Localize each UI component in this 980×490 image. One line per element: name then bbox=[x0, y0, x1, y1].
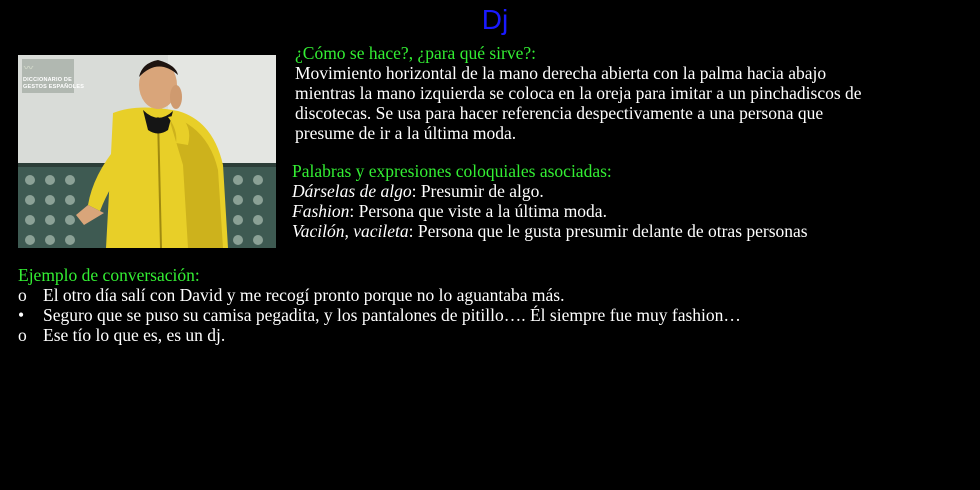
expression-term: Dárselas de algo bbox=[292, 181, 412, 201]
how-line: discotecas. Se usa para hacer referencia despectivamente a una persona que bbox=[295, 103, 824, 123]
logo-text-line1: DICCIONARIO DE bbox=[23, 77, 72, 83]
bullet-marker: o bbox=[18, 325, 27, 345]
logo-text bbox=[23, 77, 84, 90]
how-line: Movimiento horizontal de la mano derecha abierta con la palma hacia abajo bbox=[295, 63, 827, 83]
bullet-marker: • bbox=[18, 305, 25, 325]
expression-definition: : Persona que le gusta presumir delante de otras personas bbox=[408, 221, 808, 241]
conversation-text: El otro día salí con David y me recogí pronto porque no lo aguantaba más. bbox=[43, 285, 565, 305]
expression-item bbox=[292, 201, 972, 221]
logo-mark: 〰 bbox=[24, 63, 35, 73]
conversation-item bbox=[18, 325, 968, 345]
bullet-marker: o bbox=[18, 285, 27, 305]
conversation-heading: Ejemplo de conversación: bbox=[18, 265, 200, 285]
expressions-heading: Palabras y expresiones coloquiales asociadas: bbox=[292, 161, 612, 181]
expression-definition: : Persona que viste a la última moda. bbox=[349, 201, 607, 221]
expressions-section bbox=[292, 161, 972, 241]
conversation-item bbox=[18, 305, 968, 325]
how-line: mientras la mano izquierda se coloca en la oreja para imitar a un pinchadiscos de bbox=[295, 83, 862, 103]
expression-item bbox=[292, 221, 972, 241]
how-line: presume de ir a la última moda. bbox=[295, 123, 517, 143]
expression-term: Vacilón, vacileta bbox=[292, 221, 409, 241]
conversation-item bbox=[18, 285, 968, 305]
gesture-photo bbox=[18, 55, 276, 248]
page-title: Dj bbox=[481, 4, 509, 35]
conversation-text: Ese tío lo que es, es un dj. bbox=[43, 325, 226, 345]
expression-item bbox=[292, 181, 972, 201]
logo-text-line2: GESTOS ESPAÑOLES bbox=[23, 83, 85, 90]
expression-definition: : Presumir de algo. bbox=[411, 181, 544, 201]
expression-term: Fashion bbox=[292, 201, 350, 221]
conversation-text: Seguro que se puso su camisa pegadita, y los pantalones de pitillo…. Él siempre fue muy fashion… bbox=[43, 305, 741, 325]
how-section bbox=[295, 43, 975, 143]
conversation-section bbox=[18, 265, 968, 345]
how-heading: ¿Cómo se hace?, ¿para qué sirve?: bbox=[295, 43, 536, 63]
